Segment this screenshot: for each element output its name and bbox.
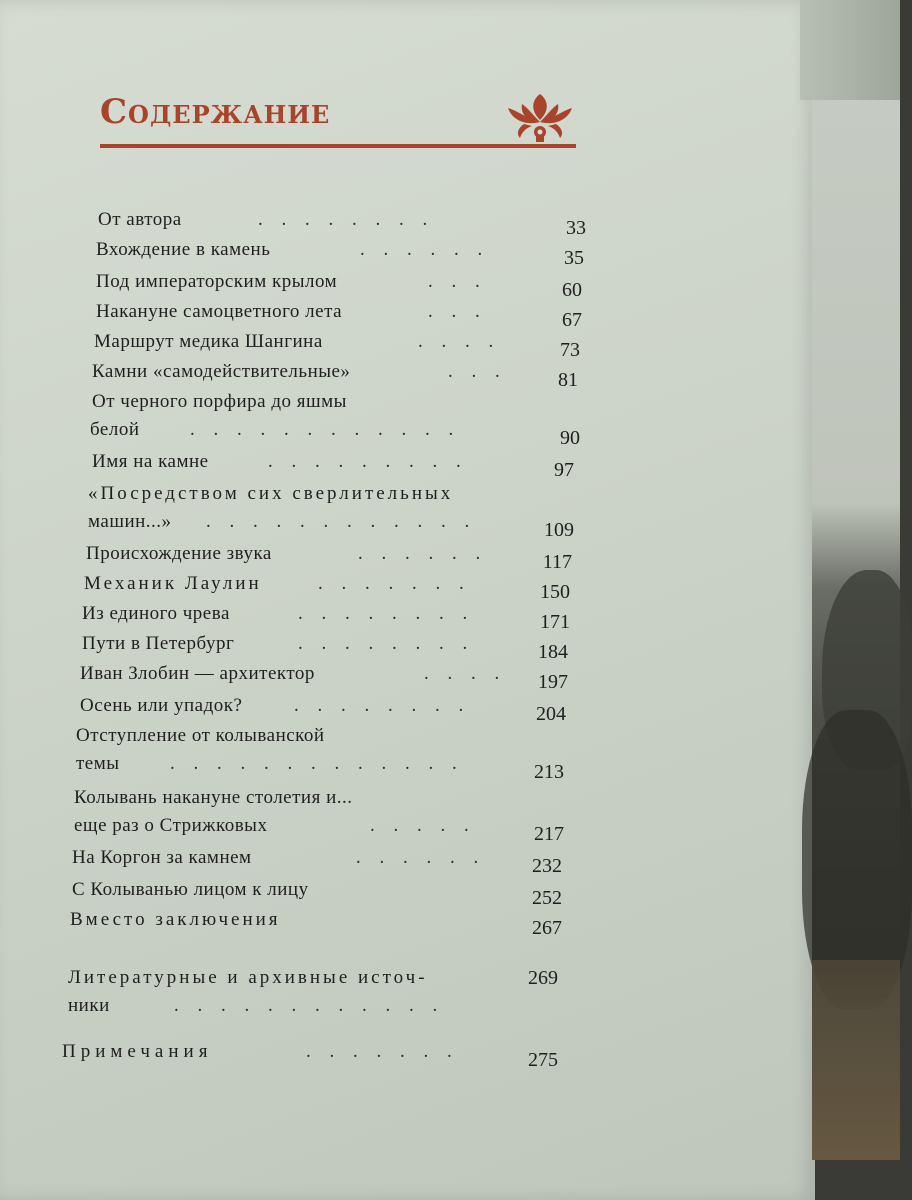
toc-entry-page: 35 [564, 247, 584, 269]
toc-entry [0, 966, 815, 996]
toc-entry-title-line2: ники [68, 995, 110, 1016]
toc-entry-title: Накануне самоцветного лета [96, 301, 343, 322]
toc-entry [0, 450, 815, 480]
toc-entry-title-line2: еще раз о Стрижковых [74, 815, 268, 836]
landscape-photo [812, 100, 900, 1160]
toc-entry-page: 232 [532, 855, 562, 877]
toc-entry-page: 275 [528, 1049, 558, 1071]
leader-dots: . . . . . . . . . . . . [206, 511, 477, 532]
toc-entry-title: «Посредством сих сверлительных [88, 483, 454, 504]
toc-entry-title: Литературные и архивные источ- [68, 967, 428, 988]
toc-entry-page: 150 [540, 581, 570, 603]
toc-entry-continuation [0, 418, 815, 448]
toc-entry-title: Из единого чрева [82, 603, 230, 624]
toc-entry [0, 786, 815, 816]
leader-dots: . . . . . . . . [294, 695, 471, 716]
leader-dots: . . . . . [370, 815, 476, 836]
page-title: Содержание [100, 92, 331, 132]
leader-dots: . . . . . . [360, 239, 490, 260]
leader-dots: . . . . . . . . [298, 633, 475, 654]
toc-entry [0, 238, 815, 268]
leader-dots: . . . . . . . . . [268, 451, 468, 472]
leader-dots: . . . . . . [356, 847, 486, 868]
toc-entry-page: 184 [538, 641, 568, 663]
toc-entry-title: Имя на камне [92, 451, 209, 472]
toc-entry-page: 217 [534, 823, 564, 845]
toc-entry [0, 542, 815, 572]
leader-dots: . . . . [418, 331, 501, 352]
toc-entry-title: На Коргон за камнем [72, 847, 252, 868]
leader-dots: . . . . . . [358, 543, 488, 564]
leader-dots: . . . . . . . . [258, 209, 435, 230]
toc-entry [0, 878, 815, 908]
toc-entry-continuation [0, 994, 815, 1024]
toc-entry-page: 204 [536, 703, 566, 725]
leader-dots: . . . [428, 301, 487, 322]
toc-entry [0, 482, 815, 512]
leader-dots: . . . . . . . [306, 1041, 459, 1062]
page-gutter-shadow [800, 0, 900, 100]
toc-entry-page: 267 [532, 917, 562, 939]
toc-entry-title: Вместо заключения [70, 909, 281, 930]
toc-entry-page: 73 [560, 339, 580, 361]
toc-entry-title: Механик Лаулин [84, 573, 262, 594]
toc-entry-page: 171 [540, 611, 570, 633]
toc-entry-page: 269 [528, 967, 558, 989]
toc-entry-title: От черного порфира до яшмы [92, 391, 347, 412]
toc-entry-title-line2: белой [90, 419, 140, 440]
leader-dots: . . . . . . . . . . . . . [170, 753, 464, 774]
toc-entry-title: Вхождение в камень [96, 239, 271, 260]
toc-entry-continuation [0, 510, 815, 540]
toc-entry [0, 270, 815, 300]
toc-entry-title: Примечания [62, 1041, 213, 1062]
toc-entry-title: Камни «самодействительные» [92, 361, 351, 382]
toc-entry-page: 252 [532, 887, 562, 909]
toc-entry [0, 602, 815, 632]
toc-entry-title-line2: темы [76, 753, 120, 774]
toc-entry-title: Осень или упадок? [80, 695, 243, 716]
toc-entry-page: 33 [566, 217, 586, 239]
toc-entry [0, 694, 815, 724]
toc-entry-title: Иван Злобин — архитектор [80, 663, 315, 684]
toc-entry-page: 60 [562, 279, 582, 301]
toc-entry [0, 662, 815, 692]
toc-entry-continuation [0, 752, 815, 782]
toc-entry [0, 300, 815, 330]
leader-dots: . . . . . . . . [298, 603, 475, 624]
toc-entry-page: 197 [538, 671, 568, 693]
toc-entry-title: От автора [98, 209, 182, 230]
toc-entry [0, 572, 815, 602]
toc-entry-page: 109 [544, 519, 574, 541]
toc-entry-title: Под императорским крылом [96, 271, 338, 292]
toc-entry [0, 724, 815, 754]
leader-dots: . . . [428, 271, 487, 292]
toc-entry-continuation [0, 814, 815, 844]
toc-entry-page: 67 [562, 309, 582, 331]
leader-dots: . . . . . . . . . . . . [174, 995, 445, 1016]
toc-entry [0, 208, 815, 238]
toc-entry [0, 390, 815, 420]
toc-entry-title: Отступление от колыванской [76, 725, 325, 746]
toc-entry-title-line2: машин...» [88, 511, 172, 532]
toc-entry [0, 1040, 815, 1070]
toc-entry [0, 360, 815, 390]
leader-dots: . . . . . . . [318, 573, 471, 594]
toc-entry-title: Происхождение звука [86, 543, 272, 564]
toc-entry-page: 97 [554, 459, 574, 481]
grass-area [812, 960, 900, 1160]
toc-entry-title: Пути в Петербург [82, 633, 235, 654]
toc-entry-page: 117 [542, 551, 572, 573]
toc-entry-page: 213 [534, 761, 564, 783]
toc-entry [0, 908, 815, 938]
leader-dots: . . . [448, 361, 507, 382]
toc-entry-title: С Колыванью лицом к лицу [72, 879, 309, 900]
toc-entry-page: 90 [560, 427, 580, 449]
toc-entry [0, 846, 815, 876]
toc-entry [0, 330, 815, 360]
toc-entry-title: Колывань накануне столетия и... [74, 787, 353, 808]
leader-dots: . . . . [424, 663, 507, 684]
toc-entry-page: 81 [558, 369, 578, 391]
toc-entry [0, 632, 815, 662]
leader-dots: . . . . . . . . . . . . [190, 419, 461, 440]
toc-entry-title: Маршрут медика Шангина [94, 331, 323, 352]
